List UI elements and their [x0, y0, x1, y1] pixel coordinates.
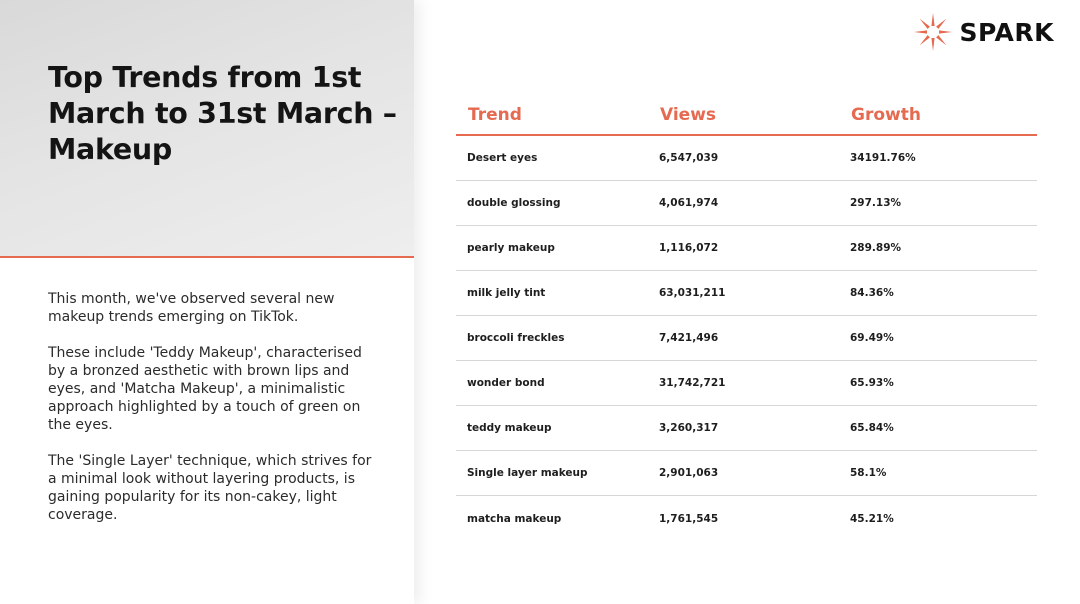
- cell-growth: 34191.76%: [850, 152, 916, 164]
- cell-growth: 69.49%: [850, 332, 894, 344]
- table-row: [456, 136, 1037, 181]
- cell-growth: 65.84%: [850, 422, 894, 434]
- table-header: [456, 96, 1037, 136]
- header-growth: Growth: [851, 105, 921, 125]
- cell-growth: 45.21%: [850, 512, 894, 525]
- cell-views: 2,901,063: [659, 467, 719, 479]
- cell-views: 31,742,721: [659, 377, 726, 389]
- trends-table: [456, 96, 1037, 541]
- table-row: [456, 496, 1037, 541]
- cell-trend: broccoli freckles: [467, 332, 565, 344]
- description-paragraph-3: The 'Single Layer' technique, which strives for a minimal look without layering products, is gaining popularity for its non-cakey, light coverage.: [48, 453, 372, 523]
- cell-trend: pearly makeup: [467, 242, 555, 254]
- table-body: [456, 136, 1037, 541]
- table-row: [456, 226, 1037, 271]
- table-row: [456, 271, 1037, 316]
- cell-trend: matcha makeup: [467, 512, 562, 525]
- cell-views: 1,761,545: [659, 512, 719, 525]
- table-row: [456, 181, 1037, 226]
- cell-views: 1,116,072: [659, 242, 719, 254]
- cell-trend: Single layer makeup: [467, 467, 588, 479]
- header-views: Views: [660, 105, 717, 125]
- cell-growth: 65.93%: [850, 377, 894, 389]
- logo-text: SPARK: [959, 17, 1054, 47]
- title-block: [0, 0, 414, 258]
- table-row: [456, 361, 1037, 406]
- cell-trend: double glossing: [467, 197, 561, 209]
- spark-logo: [913, 12, 1054, 52]
- description-paragraph-1: This month, we've observed several new makeup trends emerging on TikTok.: [48, 291, 335, 325]
- cell-trend: Desert eyes: [467, 152, 538, 164]
- cell-trend: wonder bond: [467, 377, 545, 389]
- cell-growth: 58.1%: [850, 467, 887, 479]
- left-panel: [0, 0, 414, 604]
- cell-views: 3,260,317: [659, 422, 719, 434]
- header-trend: Trend: [468, 105, 522, 125]
- description: [48, 290, 378, 542]
- cell-growth: 297.13%: [850, 197, 902, 209]
- table-row: [456, 316, 1037, 361]
- cell-growth: 289.89%: [850, 242, 902, 254]
- cell-growth: 84.36%: [850, 287, 894, 299]
- cell-views: 7,421,496: [659, 332, 719, 344]
- cell-views: 6,547,039: [659, 152, 719, 164]
- table-row: [456, 451, 1037, 496]
- table-row: [456, 406, 1037, 451]
- cell-trend: milk jelly tint: [467, 287, 546, 299]
- cell-views: 63,031,211: [659, 287, 726, 299]
- spark-burst-icon: [913, 12, 953, 52]
- description-paragraph-2: These include 'Teddy Makeup', characterised by a bronzed aesthetic with brown lips and eyes, and 'Matcha Makeup', a minimalistic approach highlighted by a touch of green on the eyes.: [48, 345, 362, 433]
- cell-trend: teddy makeup: [467, 422, 552, 434]
- cell-views: 4,061,974: [659, 197, 719, 209]
- page-title: Top Trends from 1st March to 31st March – Makeup: [48, 61, 397, 166]
